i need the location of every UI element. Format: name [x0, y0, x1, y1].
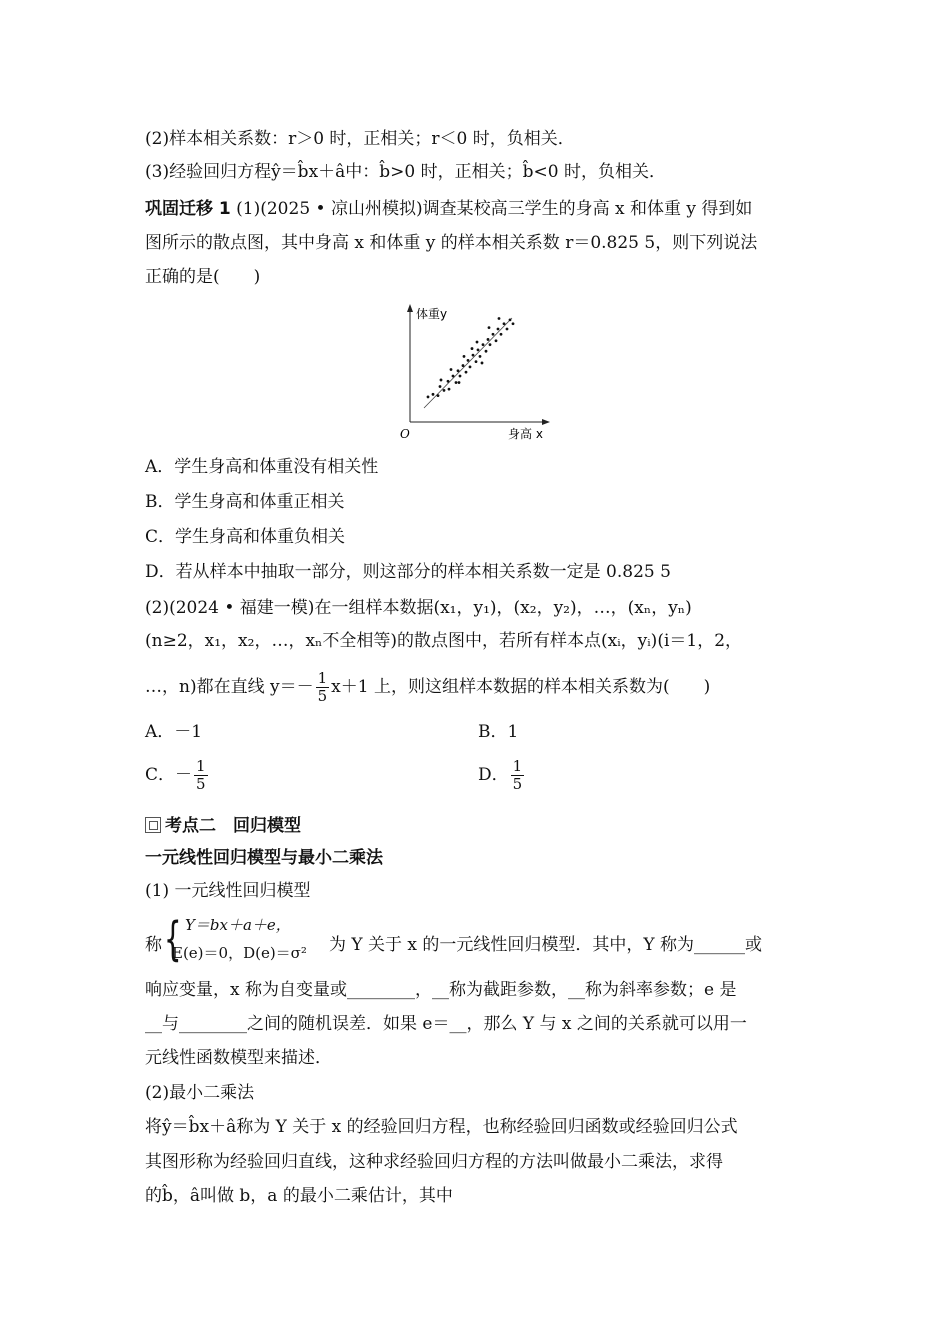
scatter-point — [455, 381, 458, 384]
scatter-point — [476, 341, 479, 344]
q2-line3-start: …，n)都在直线 y＝－ — [145, 677, 314, 697]
x-axis-label: 身高 x — [508, 427, 543, 441]
exercise-label: 巩固迁移 1 — [145, 199, 231, 219]
scatter-point — [498, 317, 501, 320]
option-b: B．学生身高和体重正相关 — [145, 492, 345, 512]
q2-option-c — [145, 758, 210, 793]
q2-line3-end: x＋1 上，则这组样本数据的样本相关系数为( ) — [331, 677, 711, 697]
para-linear-model: (1) 一元线性回归模型 — [145, 881, 311, 901]
q2-option-c-prefix: C．－ — [145, 765, 193, 785]
text-line-regression-equation: (3)经验回归方程ŷ＝b̂x＋â中：b̂>0 时，正相关；b̂<0 时，负相关． — [145, 162, 666, 182]
scatter-point — [440, 379, 443, 382]
q2-option-d-fraction — [511, 758, 525, 793]
scatter-point — [506, 328, 509, 331]
system-description: 为 Y 关于 x 的一元线性回归模型．其中，Y 称为______或 — [329, 935, 763, 955]
scatter-point — [452, 375, 455, 378]
option-a: A．学生身高和体重没有相关性 — [145, 457, 379, 477]
exercise-text: (1)(2025 • 凉山州模拟)调查某校高三学生的身高 x 和体重 y 得到如 — [236, 199, 753, 219]
scatter-point — [458, 381, 461, 384]
scatter-point — [457, 369, 460, 372]
q2-option-row-1 — [145, 720, 202, 744]
scatter-point — [503, 322, 506, 325]
y-axis-arrow — [407, 304, 413, 312]
origin-label: O — [400, 427, 410, 441]
scatter-point — [463, 355, 466, 358]
scatter-point — [488, 326, 491, 329]
q2-line-1: (2)(2024 • 福建一模)在一组样本数据(x₁，y₁)，(x₂，y₂)，…，(xₙ，yₙ) — [145, 598, 692, 618]
fraction-den: 5 — [196, 775, 206, 793]
scatter-point — [447, 380, 450, 383]
section-icon — [145, 817, 161, 833]
section-heading — [145, 814, 301, 838]
exercise-heading-line — [145, 197, 752, 221]
scatter-point — [481, 362, 484, 365]
q2-line-3 — [145, 670, 710, 705]
section-title: 考点二 回归模型 — [165, 816, 301, 836]
scatter-point — [443, 389, 446, 392]
option-d: D．若从样本中抽取一部分，则这部分的样本相关系数一定是 0.825 5 — [145, 562, 671, 582]
scatter-point — [439, 385, 442, 388]
scatter-point — [477, 348, 480, 351]
word-cheng: 称 — [145, 935, 162, 955]
text-line-response: 响应变量，x 称为自变量或________，__称为截距参数，__称为斜率参数；e 是 — [145, 980, 737, 1000]
q2-option-d — [478, 758, 526, 793]
fraction-den: 5 — [317, 687, 328, 705]
q2-line-2: (n≥2，x₁，x₂，…，xₙ不全相等)的散点图中，若所有样本点(xᵢ，yᵢ)(i＝1，2， — [145, 631, 743, 651]
text-line-function: 元线性函数模型来描述． — [145, 1048, 332, 1068]
scatter-point — [475, 360, 478, 363]
fraction-num: 1 — [196, 757, 206, 775]
q2-option-c-fraction — [194, 758, 208, 793]
scatter-point — [485, 350, 488, 353]
scatter-point — [512, 322, 515, 325]
scatter-point — [495, 339, 498, 342]
text-line-ls-3: 的b̂，â叫做 b，a 的最小二乘估计，其中 — [145, 1186, 453, 1206]
q2-option-b: B．1 — [478, 722, 519, 742]
scatter-point — [489, 343, 492, 346]
scatter-chart — [398, 302, 558, 452]
text-line-question-end: 正确的是( ) — [145, 267, 261, 287]
scatter-point — [482, 343, 485, 346]
model-system-line — [145, 912, 845, 968]
scatter-point — [471, 347, 474, 350]
scatter-point — [497, 328, 500, 331]
scatter-point — [472, 354, 475, 357]
scatter-point — [509, 318, 512, 321]
text-line-question-cont: 图所示的散点图，其中身高 x 和体重 y 的样本相关系数 r＝0.825 5，则下列说法 — [145, 233, 758, 253]
q2-option-a: A．－1 — [145, 722, 203, 742]
scatter-point — [459, 375, 462, 378]
scatter-point — [469, 365, 472, 368]
scatter-point — [465, 371, 468, 374]
scatter-point — [479, 355, 482, 358]
scatter-point — [437, 394, 440, 397]
scatter-point — [427, 396, 430, 399]
q2-option-d-prefix: D． — [478, 765, 509, 785]
fraction-num: 1 — [512, 757, 523, 775]
fraction-num: 1 — [317, 669, 328, 687]
y-axis-label: 体重y — [416, 307, 448, 321]
scatter-point — [492, 333, 495, 336]
scatter-point — [467, 359, 470, 362]
para-least-squares: (2)最小二乘法 — [145, 1083, 255, 1103]
fraction-one-fifth — [316, 670, 330, 705]
fraction-den: 5 — [512, 775, 523, 793]
system-row-1: Y＝bx＋a＋e， — [185, 916, 291, 934]
section-subtitle: 一元线性回归模型与最小二乘法 — [145, 848, 383, 868]
text-line-ls-2: 其图形称为经验回归直线，这种求经验回归方程的方法叫做最小二乘法，求得 — [145, 1152, 723, 1172]
text-line-ls-1: 将ŷ＝b̂x＋â称为 Y 关于 x 的经验回归方程，也称经验回归函数或经验回归公式 — [145, 1117, 738, 1137]
scatter-point — [462, 364, 465, 367]
scatter-point — [448, 388, 451, 391]
scatter-point — [487, 338, 490, 341]
scatter-point — [432, 393, 435, 396]
left-brace: { — [164, 912, 182, 966]
option-c: C．学生身高和体重负相关 — [145, 527, 346, 547]
scatter-point — [500, 333, 503, 336]
system-row-2: E(e)＝0，D(e)＝σ² — [172, 944, 307, 962]
scatter-point — [450, 368, 453, 371]
text-line-sample-correlation: (2)样本相关系数：r＞0 时，正相关；r＜0 时，负相关． — [145, 129, 575, 149]
x-axis-arrow — [542, 419, 550, 425]
text-line-error: __与________之间的随机误差．如果 e＝__，那么 Y 与 x 之间的关系就可以用一 — [145, 1014, 747, 1034]
